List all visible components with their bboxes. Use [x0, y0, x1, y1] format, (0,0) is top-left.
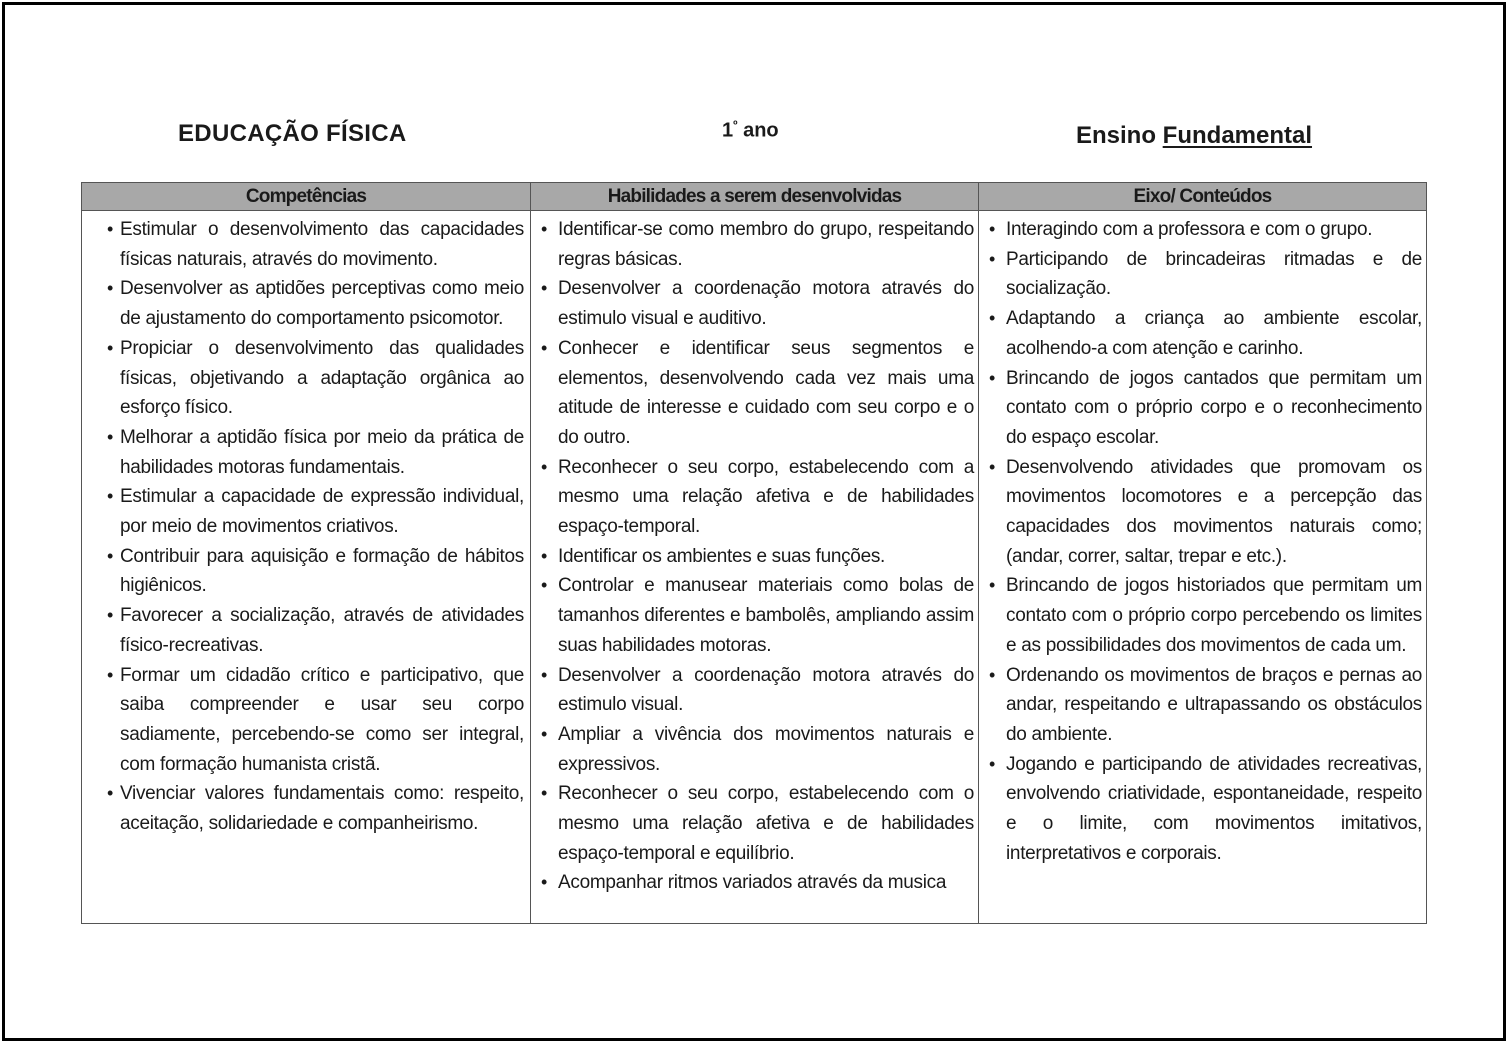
header-habilidades: Habilidades a serem desenvolvidas	[531, 183, 979, 211]
subject-title: EDUCAÇÃO FÍSICA	[178, 120, 407, 147]
list-item	[86, 779, 526, 838]
bullet-icon: •	[541, 664, 548, 685]
list-item	[86, 661, 526, 780]
list-item-text: Reconhecer o seu corpo, estabelecendo com o mesmo uma relação afetiva e de habilidades espaço-temporal e equilíbrio.	[558, 783, 974, 864]
list-item-text: Desenvolver as aptidões perceptivas como meio de ajustamento do comportamento psicomotor.	[120, 278, 524, 330]
table-body-row	[82, 211, 1427, 924]
bullet-icon: •	[107, 337, 114, 358]
bullet-icon: •	[541, 545, 548, 566]
bullet-icon: •	[107, 278, 114, 299]
level-title	[1076, 122, 1312, 150]
header-conteudos: Eixo/ Conteúdos	[979, 183, 1427, 211]
bullet-icon: •	[541, 278, 548, 299]
conteudos-cell	[979, 211, 1427, 924]
list-item	[86, 274, 526, 333]
list-item	[535, 215, 974, 274]
list-item-text: Contribuir para aquisição e formação de hábitos higiênicos.	[120, 545, 524, 597]
list-item	[983, 661, 1422, 750]
list-item-text: Vivenciar valores fundamentais como: respeito, aceitação, solidariedade e companheirismo.	[120, 783, 524, 835]
list-item	[535, 779, 974, 868]
bullet-icon: •	[541, 723, 548, 744]
level-underlined: Fundamental	[1162, 122, 1313, 149]
curriculum-table	[81, 182, 1427, 924]
competencias-list	[86, 215, 526, 839]
list-item	[983, 304, 1422, 363]
list-item	[535, 334, 974, 453]
list-item-text: Estimular o desenvolvimento das capacidades físicas naturais, através do movimento.	[120, 219, 524, 270]
bullet-icon: •	[989, 248, 996, 269]
list-item	[983, 215, 1422, 245]
list-item-text: Acompanhar ritmos variados através da musica	[558, 872, 947, 894]
list-item-text: Interagindo com a professora e com o grupo.	[1006, 219, 1373, 240]
list-item-text: Brincando de jogos cantados que permitam um contato com o próprio corpo e o reconhecimento do espaço escolar.	[1006, 367, 1422, 448]
grade-title	[722, 118, 779, 143]
habilidades-list	[535, 215, 974, 898]
habilidades-cell	[531, 211, 979, 924]
list-item-text: Desenvolver a coordenação motora através do estimulo visual.	[558, 664, 974, 716]
list-item	[535, 453, 974, 542]
bullet-icon: •	[989, 456, 996, 477]
list-item	[86, 601, 526, 660]
grade-ordinal: º	[733, 118, 738, 132]
list-item-text: Desenvolver a coordenação motora através do estimulo visual e auditivo.	[558, 278, 974, 330]
list-item	[535, 868, 974, 898]
grade-number: 1	[722, 119, 734, 142]
competencias-cell	[82, 211, 531, 924]
list-item	[983, 750, 1422, 869]
table-header-row	[82, 183, 1427, 211]
list-item	[86, 423, 526, 482]
list-item	[983, 245, 1422, 304]
list-item-text: Brincando de jogos historiados que permitam um contato com o próprio corpo percebendo os limites e as possibilidades dos movimentos de cada um.	[1006, 575, 1422, 656]
list-item-text: Conhecer e identificar seus segmentos e elementos, desenvolvendo cada vez mais uma atitude de interesse e cuidado com seu corpo e o do outro.	[558, 337, 974, 448]
list-item	[983, 453, 1422, 572]
list-item-text: Ampliar a vivência dos movimentos naturais e expressivos.	[558, 723, 974, 775]
bullet-icon: •	[541, 872, 548, 893]
bullet-icon: •	[107, 664, 114, 685]
list-item-text: Identificar os ambientes e suas funções.	[558, 545, 886, 567]
list-item	[535, 571, 974, 660]
bullet-icon: •	[107, 605, 114, 626]
list-item	[86, 215, 526, 274]
list-item	[983, 571, 1422, 660]
grade-word: ano	[737, 119, 779, 142]
list-item-text: Desenvolvendo atividades que promovam os movimentos locomotores e a percepção das capacidades dos movimentos naturais como; (andar, correr, saltar, trepar e etc.).	[1006, 456, 1422, 567]
bullet-icon: •	[989, 367, 996, 388]
level-prefix: Ensino	[1076, 122, 1163, 149]
list-item-text: Adaptando a criança ao ambiente escolar, acolhendo-a com atenção e carinho.	[1006, 308, 1422, 359]
list-item	[86, 482, 526, 541]
bullet-icon: •	[989, 753, 996, 774]
list-item-text: Ordenando os movimentos de braços e pernas ao andar, respeitando e ultrapassando os obstáculos do ambiente.	[1006, 664, 1422, 745]
list-item-text: Jogando e participando de atividades recreativas, envolvendo criatividade, espontaneidade, respeito e o limite, com movimentos imitativos, interpretativos e corporais.	[1006, 753, 1422, 864]
bullet-icon: •	[989, 664, 996, 685]
bullet-icon: •	[541, 219, 548, 239]
list-item	[983, 364, 1422, 453]
bullet-icon: •	[989, 308, 996, 329]
bullet-icon: •	[989, 219, 996, 239]
list-item	[535, 661, 974, 720]
list-item-text: Controlar e manusear materiais como bolas de tamanhos diferentes e bambolês, ampliando assim suas habilidades motoras.	[558, 575, 974, 656]
bullet-icon: •	[107, 426, 114, 447]
list-item-text: Formar um cidadão crítico e participativo, que saiba compreender e usar seu corpo sadiamente, percebendo-se como ser integral, com formação humanista cristã.	[120, 664, 524, 775]
list-item-text: Favorecer a socialização, através de atividades físico-recreativas.	[120, 605, 524, 656]
list-item-text: Participando de brincadeiras ritmadas e de socialização.	[1006, 248, 1422, 300]
list-item-text: Melhorar a aptidão física por meio da prática de habilidades motoras fundamentais.	[120, 426, 524, 478]
bullet-icon: •	[541, 783, 548, 804]
bullet-icon: •	[989, 575, 996, 596]
bullet-icon: •	[107, 783, 114, 804]
list-item-text: Propiciar o desenvolvimento das qualidades físicas, objetivando a adaptação orgânica ao esforço físico.	[120, 337, 524, 419]
bullet-icon: •	[107, 545, 114, 566]
list-item	[535, 720, 974, 779]
bullet-icon: •	[541, 456, 548, 477]
header-competencias: Competências	[82, 183, 531, 211]
bullet-icon: •	[107, 486, 114, 507]
list-item	[535, 542, 974, 572]
list-item-text: Reconhecer o seu corpo, estabelecendo com a mesmo uma relação afetiva e de habilidades espaço-temporal.	[558, 456, 974, 538]
bullet-icon: •	[541, 337, 548, 358]
list-item-text: Estimular a capacidade de expressão individual, por meio de movimentos criativos.	[120, 486, 524, 538]
list-item	[535, 274, 974, 333]
bullet-icon: •	[107, 219, 114, 239]
list-item-text: Identificar-se como membro do grupo, respeitando regras básicas.	[558, 219, 974, 270]
list-item	[86, 542, 526, 601]
list-item	[86, 334, 526, 423]
conteudos-list	[983, 215, 1422, 868]
bullet-icon: •	[541, 575, 548, 596]
